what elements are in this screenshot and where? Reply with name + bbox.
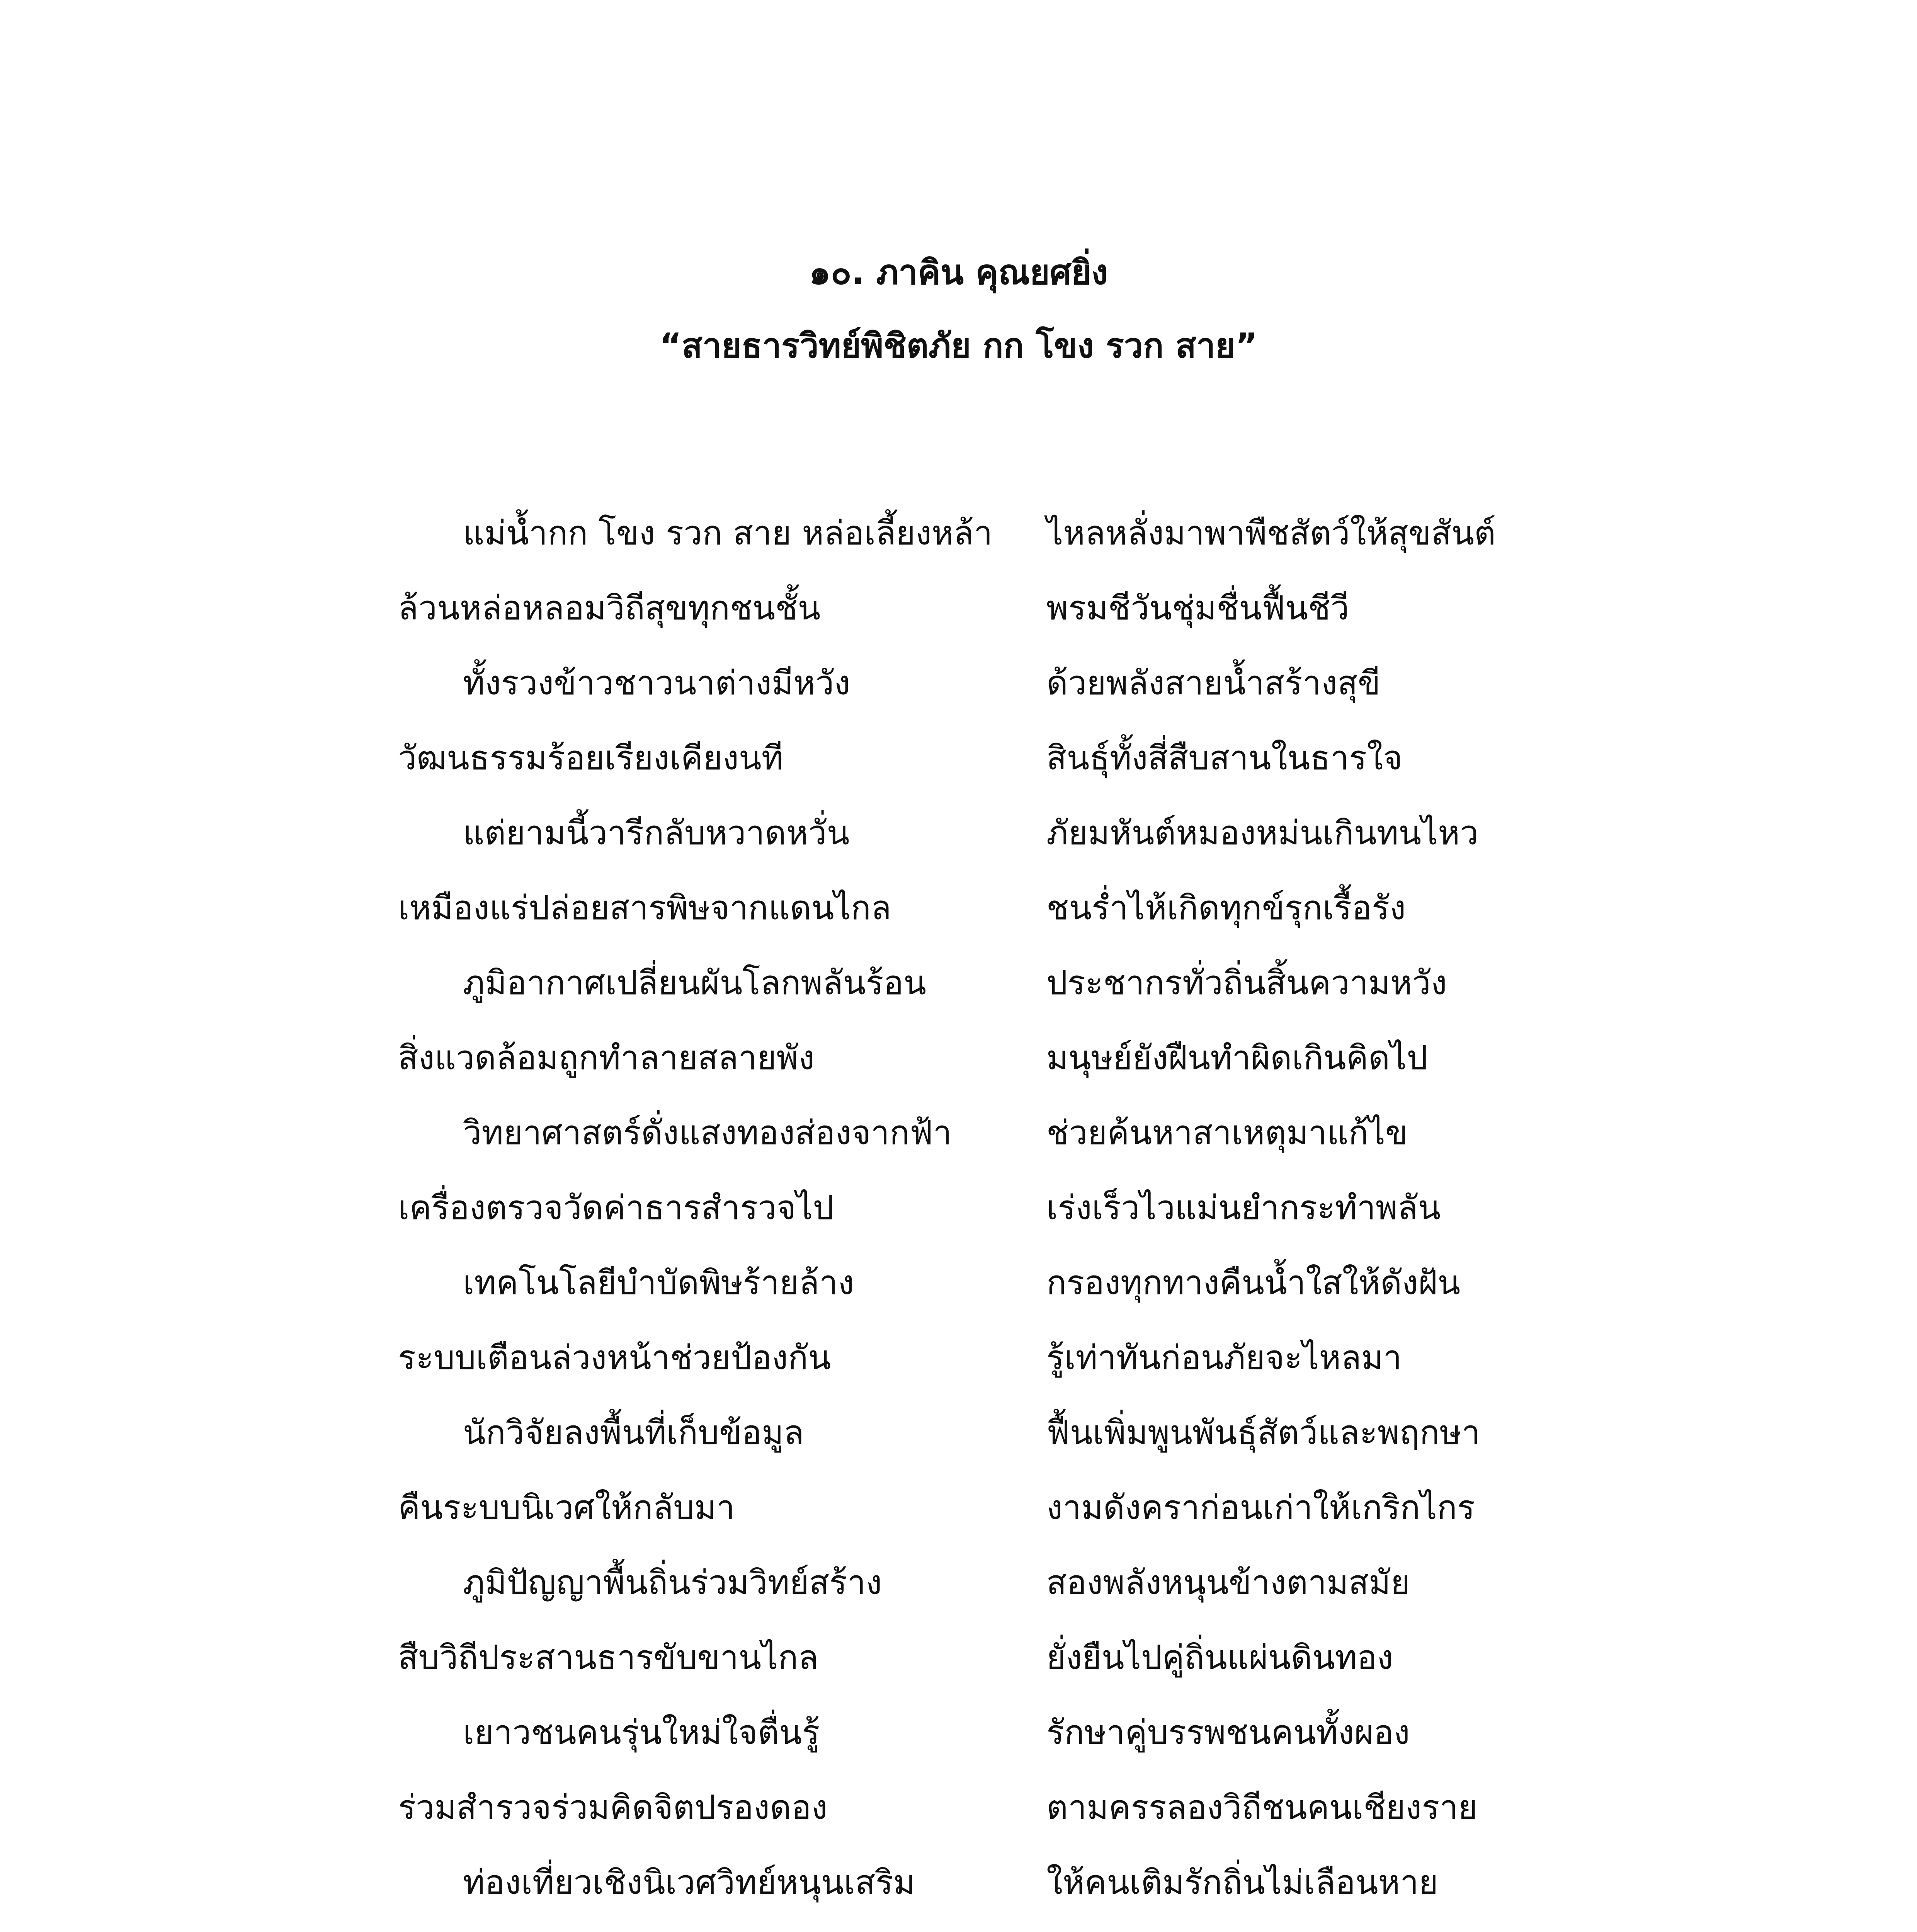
poem-line xyxy=(398,1554,1557,1629)
poem-line xyxy=(398,1929,1557,1932)
poem-line-first-half: เครื่องตรวจวัดค่าธารสำรวจไป xyxy=(398,1189,834,1227)
poem-line xyxy=(398,1329,1557,1404)
poem-line-first-half: สืบวิถีประสานธารขับขานไกล xyxy=(398,1638,819,1677)
poem-line xyxy=(398,654,1557,729)
poem-line-first-half: ภูมิอากาศเปลี่ยนผันโลกพลันร้อน xyxy=(463,964,927,1002)
poem-line-second-half: ฟื้นเพิ่มพูนพันธุ์สัตว์และพฤกษา xyxy=(1046,1413,1480,1452)
poem-line-second-half xyxy=(1046,1929,1388,1932)
poem-line-first-half xyxy=(398,1929,789,1932)
poem-line-first-half: แม่น้ำกก โขง รวก สาย หล่อเลี้ยงหล้า xyxy=(463,514,993,553)
poem-line-first-half: สิ่งแวดล้อมถูกทำลายสลายพัง xyxy=(398,1039,815,1077)
poem-title: “สายธารวิทย์พิชิตภัย กก โขง รวก สาย” xyxy=(659,326,1258,366)
poem-line-first-half: ทั้งรวงข้าวชาวนาต่างมีหวัง xyxy=(463,664,850,702)
poem-line-first-half: วัฒนธรรมร้อยเรียงเคียงนที xyxy=(398,739,784,777)
poem-line-second-half: งามดังคราก่อนเก่าให้เกริกไกร xyxy=(1046,1488,1475,1527)
poem-line xyxy=(398,504,1557,579)
poem-line xyxy=(398,1629,1557,1704)
poem-line-first-half: นักวิจัยลงพื้นที่เก็บข้อมูล xyxy=(463,1413,804,1452)
poem-line xyxy=(398,1704,1557,1779)
poem-line xyxy=(398,1779,1557,1854)
poem-line xyxy=(398,879,1557,954)
poem-line xyxy=(398,954,1557,1029)
poem-line-second-half: รักษาคู่บรรพชนคนทั้งผอง xyxy=(1046,1713,1410,1752)
poem-line-second-half: กรองทุกทางคืนน้ำใสให้ดังฝัน xyxy=(1046,1264,1461,1302)
poem-line-first-half: แต่ยามนี้วารีกลับหวาดหวั่น xyxy=(463,814,850,852)
poem-line-second-half: ภัยมหันต์หมองหม่นเกินทนไหว xyxy=(1046,814,1479,852)
poem-line-first-half: ล้วนหล่อหลอมวิถีสุขทุกชนชั้น xyxy=(398,589,821,628)
poem-line xyxy=(398,1404,1557,1479)
poem-line xyxy=(398,1854,1557,1929)
poem-line-second-half: ด้วยพลังสายน้ำสร้างสุขี xyxy=(1046,664,1381,702)
poem-line xyxy=(398,1029,1557,1104)
poem-line xyxy=(398,1254,1557,1329)
poem-line-second-half: ตามครรลองวิถีชนคนเชียงราย xyxy=(1046,1788,1478,1827)
poem-line xyxy=(398,1479,1557,1554)
poem-line-first-half: เยาวชนคนรุ่นใหม่ใจตื่นรู้ xyxy=(463,1713,820,1752)
poem-line-second-half: ยั่งยืนไปคู่ถิ่นแผ่นดินทอง xyxy=(1046,1638,1393,1677)
poem-line-second-half: พรมชีวันชุ่มชื่นฟื้นชีวี xyxy=(1046,589,1349,628)
poem-line-second-half: ไหลหลั่งมาพาพืชสัตว์ให้สุขสันต์ xyxy=(1046,514,1496,553)
poem-line-second-half: สินธุ์ทั้งสี่สืบสานในธารใจ xyxy=(1046,739,1403,777)
poem-line-first-half: คืนระบบนิเวศให้กลับมา xyxy=(398,1488,735,1527)
poem-line-first-half: ท่องเที่ยวเชิงนิเวศวิทย์หนุนเสริม xyxy=(463,1863,915,1902)
poem-line-first-half: วิทยาศาสตร์ดั่งแสงทองส่องจากฟ้า xyxy=(463,1114,952,1152)
poem-line xyxy=(398,579,1557,654)
poem-line-first-half: ร่วมสำรวจร่วมคิดจิตปรองดอง xyxy=(398,1788,828,1827)
poem-body xyxy=(398,504,1557,1932)
poem-line xyxy=(398,1104,1557,1179)
poem-line xyxy=(398,1179,1557,1254)
poem-line-second-half: ชนร่ำไห้เกิดทุกข์รุกเรื้อรัง xyxy=(1046,889,1406,927)
poem-line-second-half: ช่วยค้นหาสาเหตุมาแก้ไข xyxy=(1046,1114,1408,1152)
poem-line-second-half: มนุษย์ยังฝืนทำผิดเกินคิดไป xyxy=(1046,1039,1428,1077)
poem-line-first-half: เทคโนโลยีบำบัดพิษร้ายล้าง xyxy=(463,1264,854,1302)
poem-line-second-half: เร่งเร็วไวแม่นยำกระทำพลัน xyxy=(1046,1189,1441,1227)
poem-line-second-half: ให้คนเติมรักถิ่นไม่เลือนหาย xyxy=(1046,1863,1438,1902)
poem-line-second-half: ประชากรทั่วถิ่นสิ้นความหวัง xyxy=(1046,964,1447,1002)
poem-line-first-half: ภูมิปัญญาพื้นถิ่นร่วมวิทย์สร้าง xyxy=(463,1563,882,1602)
poem-line xyxy=(398,804,1557,879)
poem-line-second-half: สองพลังหนุนข้างตามสมัย xyxy=(1046,1563,1410,1602)
poem-line-first-half: เหมืองแร่ปล่อยสารพิษจากแดนไกล xyxy=(398,889,891,927)
poem-line-second-half: รู้เท่าทันก่อนภัยจะไหลมา xyxy=(1046,1338,1402,1377)
poem-line-first-half: ระบบเตือนล่วงหน้าช่วยป้องกัน xyxy=(398,1338,831,1377)
poem-line xyxy=(398,729,1557,804)
poem-author-heading: ๑๐. ภาคิน คุณยศยิ่ง xyxy=(809,252,1108,292)
